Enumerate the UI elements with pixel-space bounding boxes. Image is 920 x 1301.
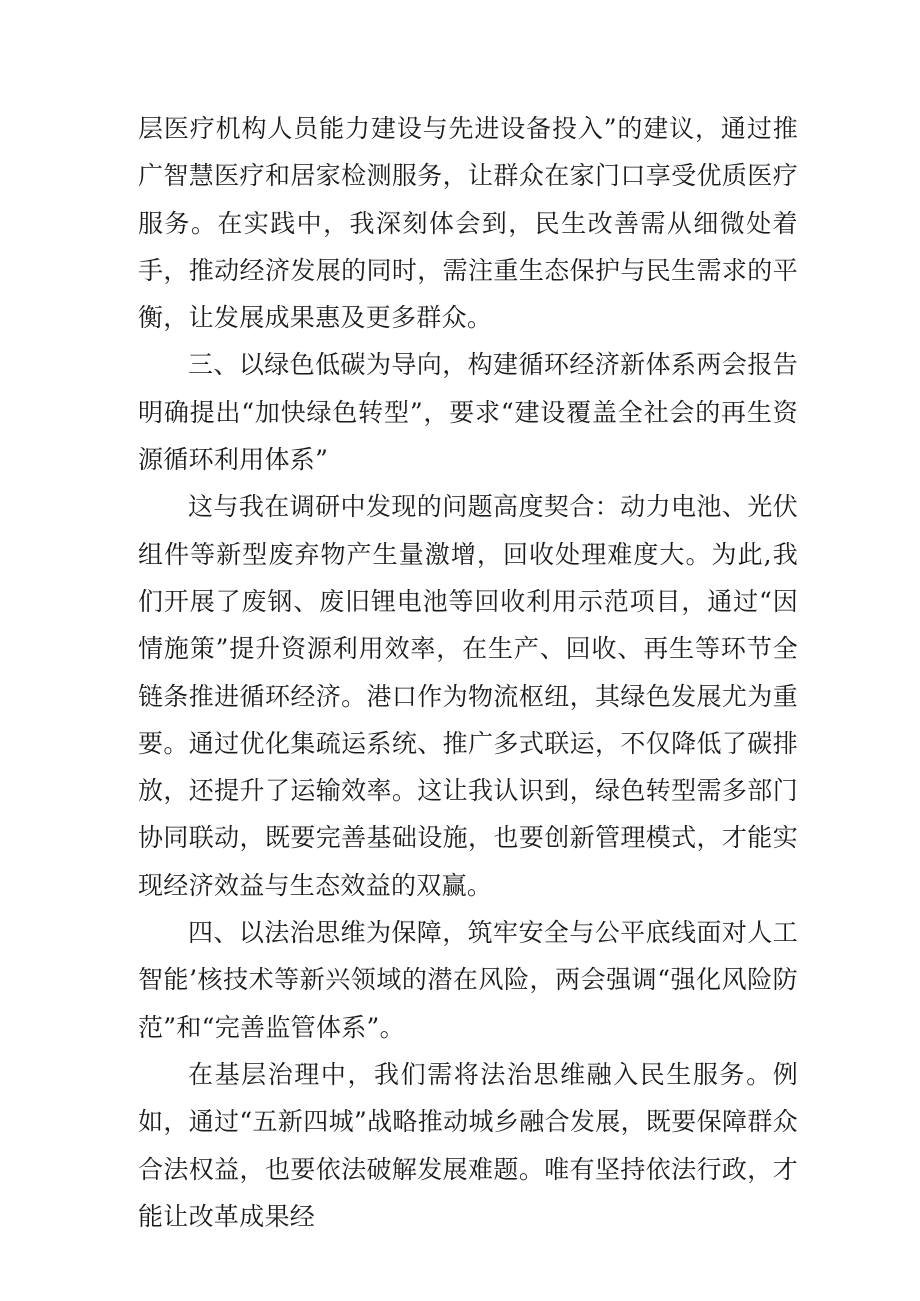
paragraph-section-four-heading: 四、以法治思维为保障，筑牢安全与公平底线面对人工智能’核技术等新兴领域的潜在风险，两会强调“强化风险防范”和“完善监管体系”。 <box>138 918 798 1042</box>
document-body <box>138 105 798 1240</box>
paragraph-grassroots-governance: 在基层治理中，我们需将法治思维融入民生服务。例如，通过“五新四城”战略推动城乡融合发展，既要保障群众合法权益，也要依法破解发展难题。唯有坚持依法行政，才能让改革成果经 <box>138 1059 798 1231</box>
paragraph-circular-economy: 这与我在调研中发现的问题高度契合：动力电池、光伏组件等新型废弃物产生量激增，回收处理难度大。为此,我们开展了废钢、废旧锂电池等回收利用示范项目，通过“因情施策”提升资源利用效率，在生产、回收、再生等环节全链条推进循环经济。港口作为物流枢纽，其绿色发展尤为重要。通过优化集疏运系统、推广多式联运，不仅降低了碳排放，还提升了运输效率。这让我认识到，绿色转型需多部门协同联动，既要完善基础设施，也要创新管理模式，才能实现经济效益与生态效益的双赢。 <box>138 492 798 900</box>
paragraph-healthcare-continuation: 层医疗机构人员能力建设与先进设备投入”的建议，通过推广智慧医疗和居家检测服务，让群众在家门口享受优质医疗服务。在实践中，我深刻体会到，民生改善需从细微处着手，推动经济发展的同时，需注重生态保护与民生需求的平衡，让发展成果惠及更多群众。 <box>138 114 798 333</box>
paragraph-section-three-heading: 三、以绿色低碳为导向，构建循环经济新体系两会报告明确提出“加快绿色转型”，要求“建设覆盖全社会的再生资源循环利用体系” <box>138 350 798 475</box>
